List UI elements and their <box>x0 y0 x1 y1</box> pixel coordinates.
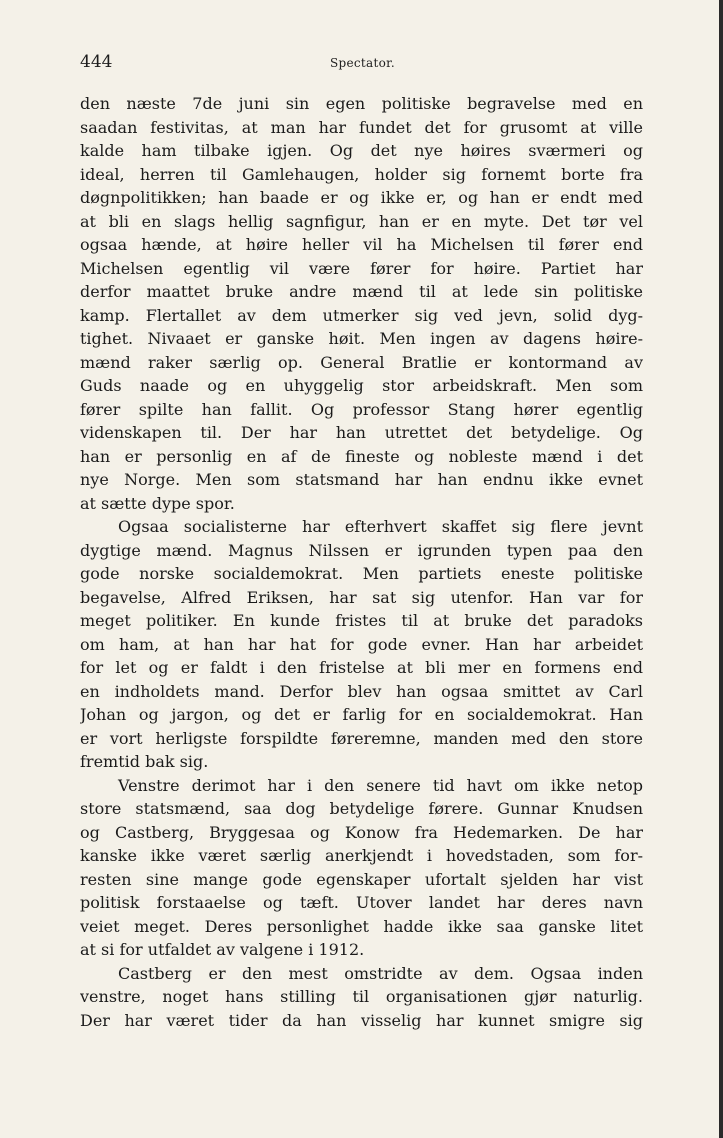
text-line: Venstre derimot har i den senere tid havt om ikke netop <box>118 775 643 795</box>
text-line: Michelsen egentlig vil være fører for høire. Partiet har <box>80 258 643 278</box>
text-line: og Castberg, Bryggesaa og Konow fra Hedemarken. De har <box>80 822 643 842</box>
text-line: om ham, at han har hat for gode evner. Han har arbeidet <box>80 634 643 654</box>
text-line: gode norske socialdemokrat. Men partiets eneste politiske <box>80 564 643 583</box>
text-line: veiet meget. Deres personlighet hadde ikke saa ganske litet <box>80 916 643 936</box>
text-line: at si for utfaldet av valgene i 1912. <box>80 940 365 959</box>
text-line: kamp. Flertallet av dem utmerker sig ved jevn, solid dyg- <box>80 305 643 325</box>
text-line: døgnpolitikken; han baade er og ikke er, og han er endt med <box>80 188 643 207</box>
page-header <box>80 52 643 82</box>
text-line: saadan festivitas, at man har fundet det for grusomt at ville <box>80 117 643 137</box>
text-line: derfor maattet bruke andre mænd til at lede sin politiske <box>80 282 643 301</box>
text-line: fører spilte han fallit. Og professor Stang hører egentlig <box>80 399 643 419</box>
text-line: begavelse, Alfred Eriksen, har sat sig utenfor. Han var for <box>80 587 643 607</box>
text-line: den næste 7de juni sin egen politiske begravelse med en <box>80 94 643 113</box>
text-line: mænd raker særlig op. General Bratlie er kontormand av <box>80 352 643 372</box>
running-title: Spectator. <box>330 56 395 70</box>
text-line: venstre, noget hans stilling til organisationen gjør naturlig. <box>80 987 643 1006</box>
text-line: store statsmænd, saa dog betydelige førere. Gunnar Knudsen <box>80 799 643 818</box>
text-line: at sætte dype spor. <box>80 493 235 513</box>
text-line: Johan og jargon, og det er farlig for en socialdemokrat. Han <box>80 705 643 724</box>
text-line: han er personlig en af de fineste og nobleste mænd i det <box>80 446 643 466</box>
text-line: politisk forstaaelse og tæft. Utover landet har deres navn <box>80 893 643 912</box>
text-line: ogsaa hænde, at høire heller vil ha Michelsen til fører end <box>80 235 643 254</box>
text-line: tighet. Nivaaet er ganske høit. Men ingen av dagens høire- <box>80 329 643 348</box>
text-line: kanske ikke været særlig anerkjendt i hovedstaden, som for- <box>80 846 643 865</box>
text-line: fremtid bak sig. <box>80 752 209 771</box>
text-line: videnskapen til. Der har han utrettet det betydelige. Og <box>80 423 643 442</box>
text-line: Der har været tider da han visselig har kunnet smigre sig <box>80 1010 643 1030</box>
text-line: kalde ham tilbake igjen. Og det nye høires sværmeri og <box>80 141 643 160</box>
text-line: resten sine mange gode egenskaper ufortalt sjelden har vist <box>80 869 643 889</box>
text-line: dygtige mænd. Magnus Nilssen er igrunden typen paa den <box>80 540 643 560</box>
text-line: Castberg er den mest omstridte av dem. Ogsaa inden <box>118 963 643 983</box>
text-line: at bli en slags hellig sagnfigur, han er en myte. Det tør vel <box>80 211 643 231</box>
page-number: 444 <box>80 52 113 72</box>
body-text <box>80 92 643 1032</box>
text-line: er vort herligste forspildte føreremne, manden med den store <box>80 728 643 748</box>
text-line: meget politiker. En kunde fristes til at bruke det paradoks <box>80 611 643 630</box>
text-line: ideal, herren til Gamlehaugen, holder sig fornemt borte fra <box>80 164 643 184</box>
text-line: en indholdets mand. Derfor blev han ogsaa smittet av Carl <box>80 681 643 701</box>
page-edge <box>719 0 723 1138</box>
text-line: Ogsaa socialisterne har efterhvert skaffet sig flere jevnt <box>118 517 643 536</box>
text-line: nye Norge. Men som statsmand har han endnu ikke evnet <box>80 470 643 489</box>
text-line: for let og er faldt i den fristelse at bli mer en formens end <box>80 658 643 677</box>
text-line: Guds naade og en uhyggelig stor arbeidskraft. Men som <box>80 376 643 395</box>
